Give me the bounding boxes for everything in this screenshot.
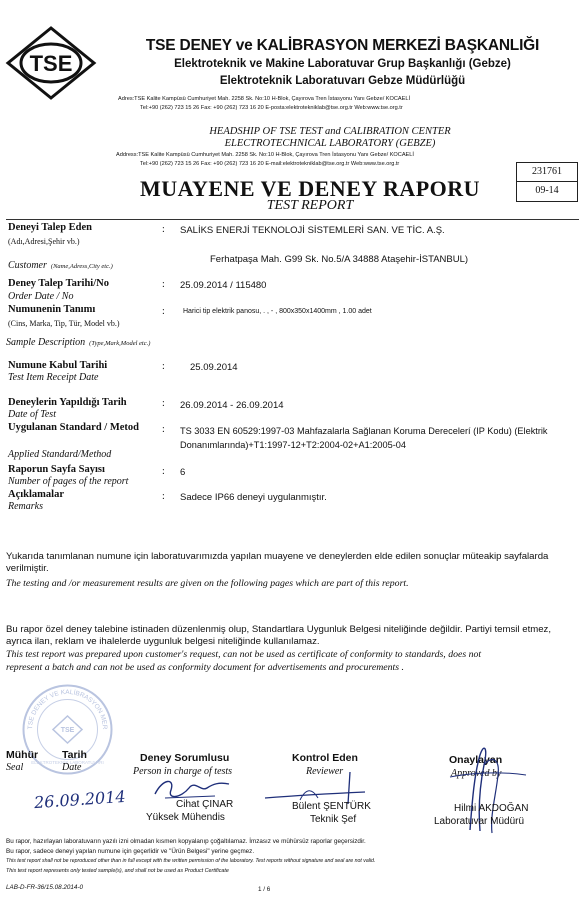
signer2-title: Kontrol Eden bbox=[292, 752, 358, 764]
footer-tr-line2: Bu rapor, sadece deneyi yapılan numune için geçerlidir ve "Ürün Belgesi" yerine geçmez. bbox=[6, 848, 255, 855]
remarks-label: Açıklamalar bbox=[8, 489, 64, 500]
lab-title: Elektroteknik Laboratuvarı Gebze Müdürlüğü bbox=[219, 75, 466, 87]
tse-logo-icon bbox=[6, 26, 96, 100]
signer2-name: Bülent ŞENTÜRK bbox=[292, 801, 371, 812]
address-en-line2: Tel:+90 (262) 723 15 26 Fax: +90 (262) 723 16 20 E-mail:elektrotekniklab@tse.org.tr Web:www.tse.org.tr bbox=[140, 161, 400, 167]
pages-label: Raporun Sayfa Sayısı bbox=[8, 464, 105, 475]
receipt-label-en: Test Item Receipt Date bbox=[8, 372, 99, 383]
institution-title: TSE DENEY ve KALİBRASYON MERKEZİ BAŞKANLIĞI bbox=[145, 37, 540, 54]
order-label-en: Order Date / No bbox=[8, 291, 74, 302]
signer2-role: Teknik Şef bbox=[310, 814, 357, 825]
stamp-outer-text: TSE DENEY VE KALİBRASYON MERKEZİ BAŞKANLIĞI bbox=[17, 677, 109, 730]
statement2-en-line1: This test report was prepared upon customer's request, can not be used as certificate of conformity to standards, does not bbox=[6, 649, 482, 660]
stamp-center: TSE bbox=[60, 727, 75, 734]
english-lab-title: ELECTROTECHNICAL LABORATORY (GEBZE) bbox=[224, 138, 436, 149]
english-institution-title: HEADSHIP OF TSE TEST and CALIBRATION CENTER bbox=[209, 126, 451, 137]
requester-label-en: Customer bbox=[8, 260, 47, 271]
stamp-inner-text: ELEKTROTEKNİK LABORATUVARI bbox=[31, 760, 104, 765]
standard-colon: : bbox=[162, 424, 165, 435]
standard-label-en: Applied Standard/Method bbox=[8, 449, 112, 460]
statement1-tr-line2: verilmiştir. bbox=[6, 563, 49, 574]
requester-address: Ferhatpaşa Mah. G99 Sk. No.5/A 34888 Ataşehir-İSTANBUL) bbox=[210, 254, 469, 265]
page-number: 1 / 6 bbox=[258, 886, 271, 893]
requester-label-en-small: (Name,Adress,City etc.) bbox=[50, 263, 113, 270]
signer3-title: Onaylayan bbox=[449, 754, 503, 766]
seal-label-en: Seal bbox=[6, 762, 24, 773]
pages-label-en: Number of pages of the report bbox=[8, 476, 129, 487]
signer3-name: Hilmi AKDOĞAN bbox=[454, 803, 529, 814]
sample-colon: : bbox=[162, 306, 165, 317]
tse-logo bbox=[6, 26, 96, 100]
signer3-role: Laboratuvar Müdürü bbox=[434, 816, 525, 827]
date-label: Tarih bbox=[62, 749, 87, 761]
logo-text: TSE bbox=[29, 51, 73, 76]
statement1-en: The testing and /or measurement results are given on the following pages which are part of this report. bbox=[6, 578, 409, 589]
form-code: LAB-D-FR-36/15.08.2014-0 bbox=[6, 884, 84, 891]
footer-tr-line1: Bu rapor, hazırlayan laboratuvarın yazılı izni olmadan kısmen kopyalanıp çoğaltılamaz. İmzasız ve mühürsüz raporlar geçersizdir. bbox=[6, 838, 366, 845]
order-colon: : bbox=[162, 279, 165, 290]
report-title: MUAYENE VE DENEY RAPORU bbox=[139, 176, 481, 201]
report-number-box bbox=[516, 162, 578, 202]
sample-label-en: Sample Description bbox=[6, 337, 86, 348]
signer1-title: Deney Sorumlusu bbox=[140, 752, 230, 764]
order-label: Deney Talep Tarihi/No bbox=[8, 278, 109, 289]
pages-value: 6 bbox=[180, 467, 186, 478]
sample-label-en-small: (Type,Mark,Model etc.) bbox=[89, 340, 151, 347]
test-date-colon: : bbox=[162, 398, 165, 409]
seal-label: Mühür bbox=[6, 749, 39, 761]
sample-value: Harici tip elektrik panosu, . , - , 800x350x1400mm , 1.00 adet bbox=[183, 308, 372, 315]
signer1-name: Cihat ÇINAR bbox=[176, 799, 234, 810]
sample-label: Numunenin Tanımı bbox=[8, 304, 96, 315]
test-date-value: 26.09.2014 - 26.09.2014 bbox=[180, 400, 284, 411]
test-date-label-en: Date of Test bbox=[8, 409, 56, 420]
report-code: 09-14 bbox=[535, 185, 559, 196]
svg-text:TSE DENEY VE KALİBRASYON MERKE bbox=[17, 675, 108, 730]
sample-label-en-wrap bbox=[6, 332, 150, 350]
signer2-title-en: Reviewer bbox=[306, 766, 344, 777]
order-value: 25.09.2014 / 115480 bbox=[180, 280, 267, 291]
statement2-en-line2: represent a batch and can not be used as conformity document for advertisements and procurements . bbox=[6, 662, 404, 673]
address-en-line1: Address:TSE Kalite Kampüsü Cumhuriyet Mah. 2258 Sk. No:10 H-Blok, Çayırova Tren İstasyonu Yanı Gebze/ KOCAELİ bbox=[116, 152, 414, 158]
report-number: 231761 bbox=[532, 166, 562, 177]
date-label-en: Date bbox=[62, 762, 82, 773]
statement1-tr-line1: Yukarıda tanımlanan numune için laboratuvarımızda yapılan muayene ve deneylerden elde edilen sonuçlar müteakip sayfalarda bbox=[6, 551, 549, 562]
standard-label: Uygulanan Standard / Metod bbox=[8, 422, 139, 433]
handwritten-date: 26.09.2014 bbox=[33, 786, 127, 813]
standard-value-line1: TS 3033 EN 60529:1997-03 Mahfazalarla Sağlanan Koruma Derecelerí (IP Kodu) (Elektrik bbox=[180, 426, 548, 436]
signer3-title-en: Approved by bbox=[451, 768, 502, 779]
address-tr-line1: Adres:TSE Kalite Kampüsü Cumhuriyet Mah. 2258 Sk. No:10 H-Blok, Çayırova Tren İstasyonu Yanı Gebze/ KOCAELİ bbox=[118, 96, 411, 102]
remarks-colon: : bbox=[162, 491, 165, 502]
remarks-value: Sadece IP66 deneyi uygulanmıştır. bbox=[180, 492, 327, 503]
receipt-colon: : bbox=[162, 361, 165, 372]
receipt-value: 25.09.2014 bbox=[190, 362, 238, 373]
sample-label-small: (Cins, Marka, Tip, Tür, Model vb.) bbox=[8, 319, 120, 328]
requester-label-en-wrap bbox=[8, 255, 113, 273]
requester-label: Deneyi Talep Eden bbox=[8, 222, 93, 233]
test-date-label: Deneylerin Yapıldığı Tarih bbox=[8, 397, 127, 408]
address-tr-line2: Tel:+90 (262) 723 15 26 Fax: +90 (262) 723 16 20 E-posta:elektrotekniklab@tse.org.tr Web:www.tse.org.tr bbox=[140, 105, 403, 111]
footer-en-line1: This test report shall not be reproduced other than in full except with the written permission of the laboratory. Test reports without signature and seal are not valid. bbox=[6, 858, 376, 864]
footer-en-line2: This test report represents only tested sample(s), and shall not be used as Product Certificate bbox=[6, 868, 229, 874]
group-title: Elektroteknik ve Makine Laboratuvar Grup Başkanlığı (Gebze) bbox=[174, 58, 511, 70]
statement2-tr-line1: Bu rapor özel deney talebine istinaden düzenlenmiş olup, Standartlara Uygunluk Belgesi niteliğinde değildir. Partiyi temsil etmez, bbox=[6, 624, 552, 635]
requester-value: SALİKS ENERJİ TEKNOLOJİ SİSTEMLERİ SAN. VE TİC. A.Ş. bbox=[180, 225, 445, 236]
signer1-role: Yüksek Mühendis bbox=[146, 812, 225, 823]
requester-colon: : bbox=[162, 224, 165, 235]
standard-value-line2: Donanımlarında)+T1:1997-12+T2:2004-02+A1:2005-04 bbox=[180, 440, 407, 450]
title-divider bbox=[6, 219, 579, 220]
requester-label-small: (Adı,Adresi,Şehir vb.) bbox=[8, 237, 80, 246]
signer1-title-en: Person in charge of tests bbox=[133, 766, 233, 777]
pages-colon: : bbox=[162, 466, 165, 477]
statement2-tr-line2: ayrıca ilan, reklam ve ihalelerde uygunluk belgesi niteliğinde kullanılamaz. bbox=[6, 636, 320, 647]
report-title-en: TEST REPORT bbox=[266, 198, 354, 213]
remarks-label-en: Remarks bbox=[8, 501, 43, 512]
receipt-label: Numune Kabul Tarihi bbox=[8, 360, 108, 371]
